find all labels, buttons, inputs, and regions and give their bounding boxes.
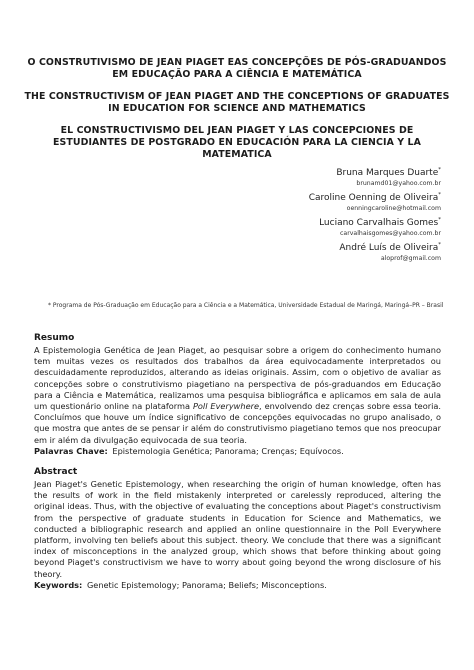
- resumo-keywords: [34, 446, 441, 457]
- abstract-heading: Abstract: [34, 467, 78, 477]
- keywords-text: Genetic Epistemology; Panorama; Beliefs; Misconceptions.: [86, 579, 327, 590]
- platform-name: Poll Everywhere: [192, 401, 260, 412]
- affiliation-marker: *: [438, 217, 441, 223]
- title-english: THE CONSTRUCTIVISM OF JEAN PIAGET AND THE CONCEPTIONS OF GRADUATES IN EDUCATION FOR SCIENCE AND MATHEMATICS: [24, 91, 450, 114]
- title-spanish: EL CONSTRUCTIVISMO DEL JEAN PIAGET Y LAS CONCEPCIONES DE ESTUDIANTES DE POSTGRADO EN EDUCACIÓN PARA LA CIENCIA Y LA MATEMATICA: [53, 125, 421, 160]
- title-block: [22, 57, 452, 161]
- affiliation-marker: *: [438, 167, 441, 173]
- resumo-heading: Resumo: [34, 333, 75, 343]
- author-name: Caroline Oenning de Oliveira*: [308, 192, 441, 203]
- affiliation-note: * Programa de Pós-Graduação em Educação para a Ciência e a Matemática, Universidade Estadual de Maringá, Maringá–PR – Brasil: [48, 302, 444, 309]
- affiliation-marker: *: [438, 242, 441, 248]
- abstract-body: Jean Piaget's Genetic Epistemology, when researching the origin of human knowledge, often has the results of work in the field mistakenly interpreted or carelessly reproduced, altering the original ideas. Thus, with the objective of evaluating the conceptions about Piaget's constructivism from the perspective of graduate students in Education for Science and Mathematics, we conducted a bibliographic research and applied an online questionnaire in the Poll Everywhere platform, involving ten beliefs about this subject. theory. We conclude that there was a significant index of misconceptions in the analyzed group, which shows that before thinking about going beyond Piaget's constructivism we have to worry about going beyond the wrong disclosure of his theory.: [34, 479, 441, 579]
- affiliation-marker: *: [438, 192, 441, 198]
- author-email: aloprof@gmail.com: [380, 255, 441, 262]
- author-name: André Luís de Oliveira*: [339, 242, 441, 253]
- author-entry: [181, 242, 441, 263]
- abstract-section: [34, 466, 441, 591]
- author-name: Bruna Marques Duarte*: [336, 167, 441, 178]
- keywords-label: Keywords:: [34, 579, 83, 590]
- author-entry: [181, 217, 441, 238]
- author-name: Luciano Carvalhais Gomes*: [319, 217, 441, 228]
- keywords-text: Epistemologia Genética; Panorama; Crenças; Equívocos.: [112, 445, 344, 456]
- author-list: [181, 167, 441, 267]
- author-email: carvalhaisgomes@yahoo.com.br: [340, 230, 441, 237]
- abstract-keywords: [34, 580, 441, 591]
- author-email: oenningcaroline@hotmail.com: [346, 205, 441, 212]
- resumo-section: [34, 332, 441, 457]
- author-entry: [181, 167, 441, 188]
- title-portuguese: O CONSTRUTIVISMO DE JEAN PIAGET EAS CONCEPÇÕES DE PÓS-GRADUANDOS EM EDUCAÇÃO PARA A CIÊNCIA E MATEMÁTICA: [27, 57, 447, 80]
- author-email: brunamd01@yahoo.com.br: [356, 180, 441, 187]
- resumo-body: A Epistemologia Genética de Jean Piaget, ao pesquisar sobre a origem do conhecimento humano tem muitas vezes os resultados dos trabalhos da área equivocadamente interpretados ou descuidadamente reproduzidos, alterando as ideias originais. Assim, com o objetivo de avaliar as concepções sobre o construtivismo piagetiano na perspectiva de pós-graduandos em Educação para a Ciência e Matemática, realizamos uma pesquisa bibliográfica e aplicamos em sala de aula um questionário online na plataforma Poll Everywhere, envolvendo dez crenças sobre essa teoria. Concluímos que houve um índice significativo de concepções equivocadas no grupo analisado, o que mostra que antes de se pensar ir além do construtivismo piagetiano temos que nos preocupar em ir além da divulgação equivocada de sua teoria.: [34, 345, 441, 445]
- author-entry: [181, 192, 441, 213]
- keywords-label: Palavras Chave:: [34, 445, 108, 456]
